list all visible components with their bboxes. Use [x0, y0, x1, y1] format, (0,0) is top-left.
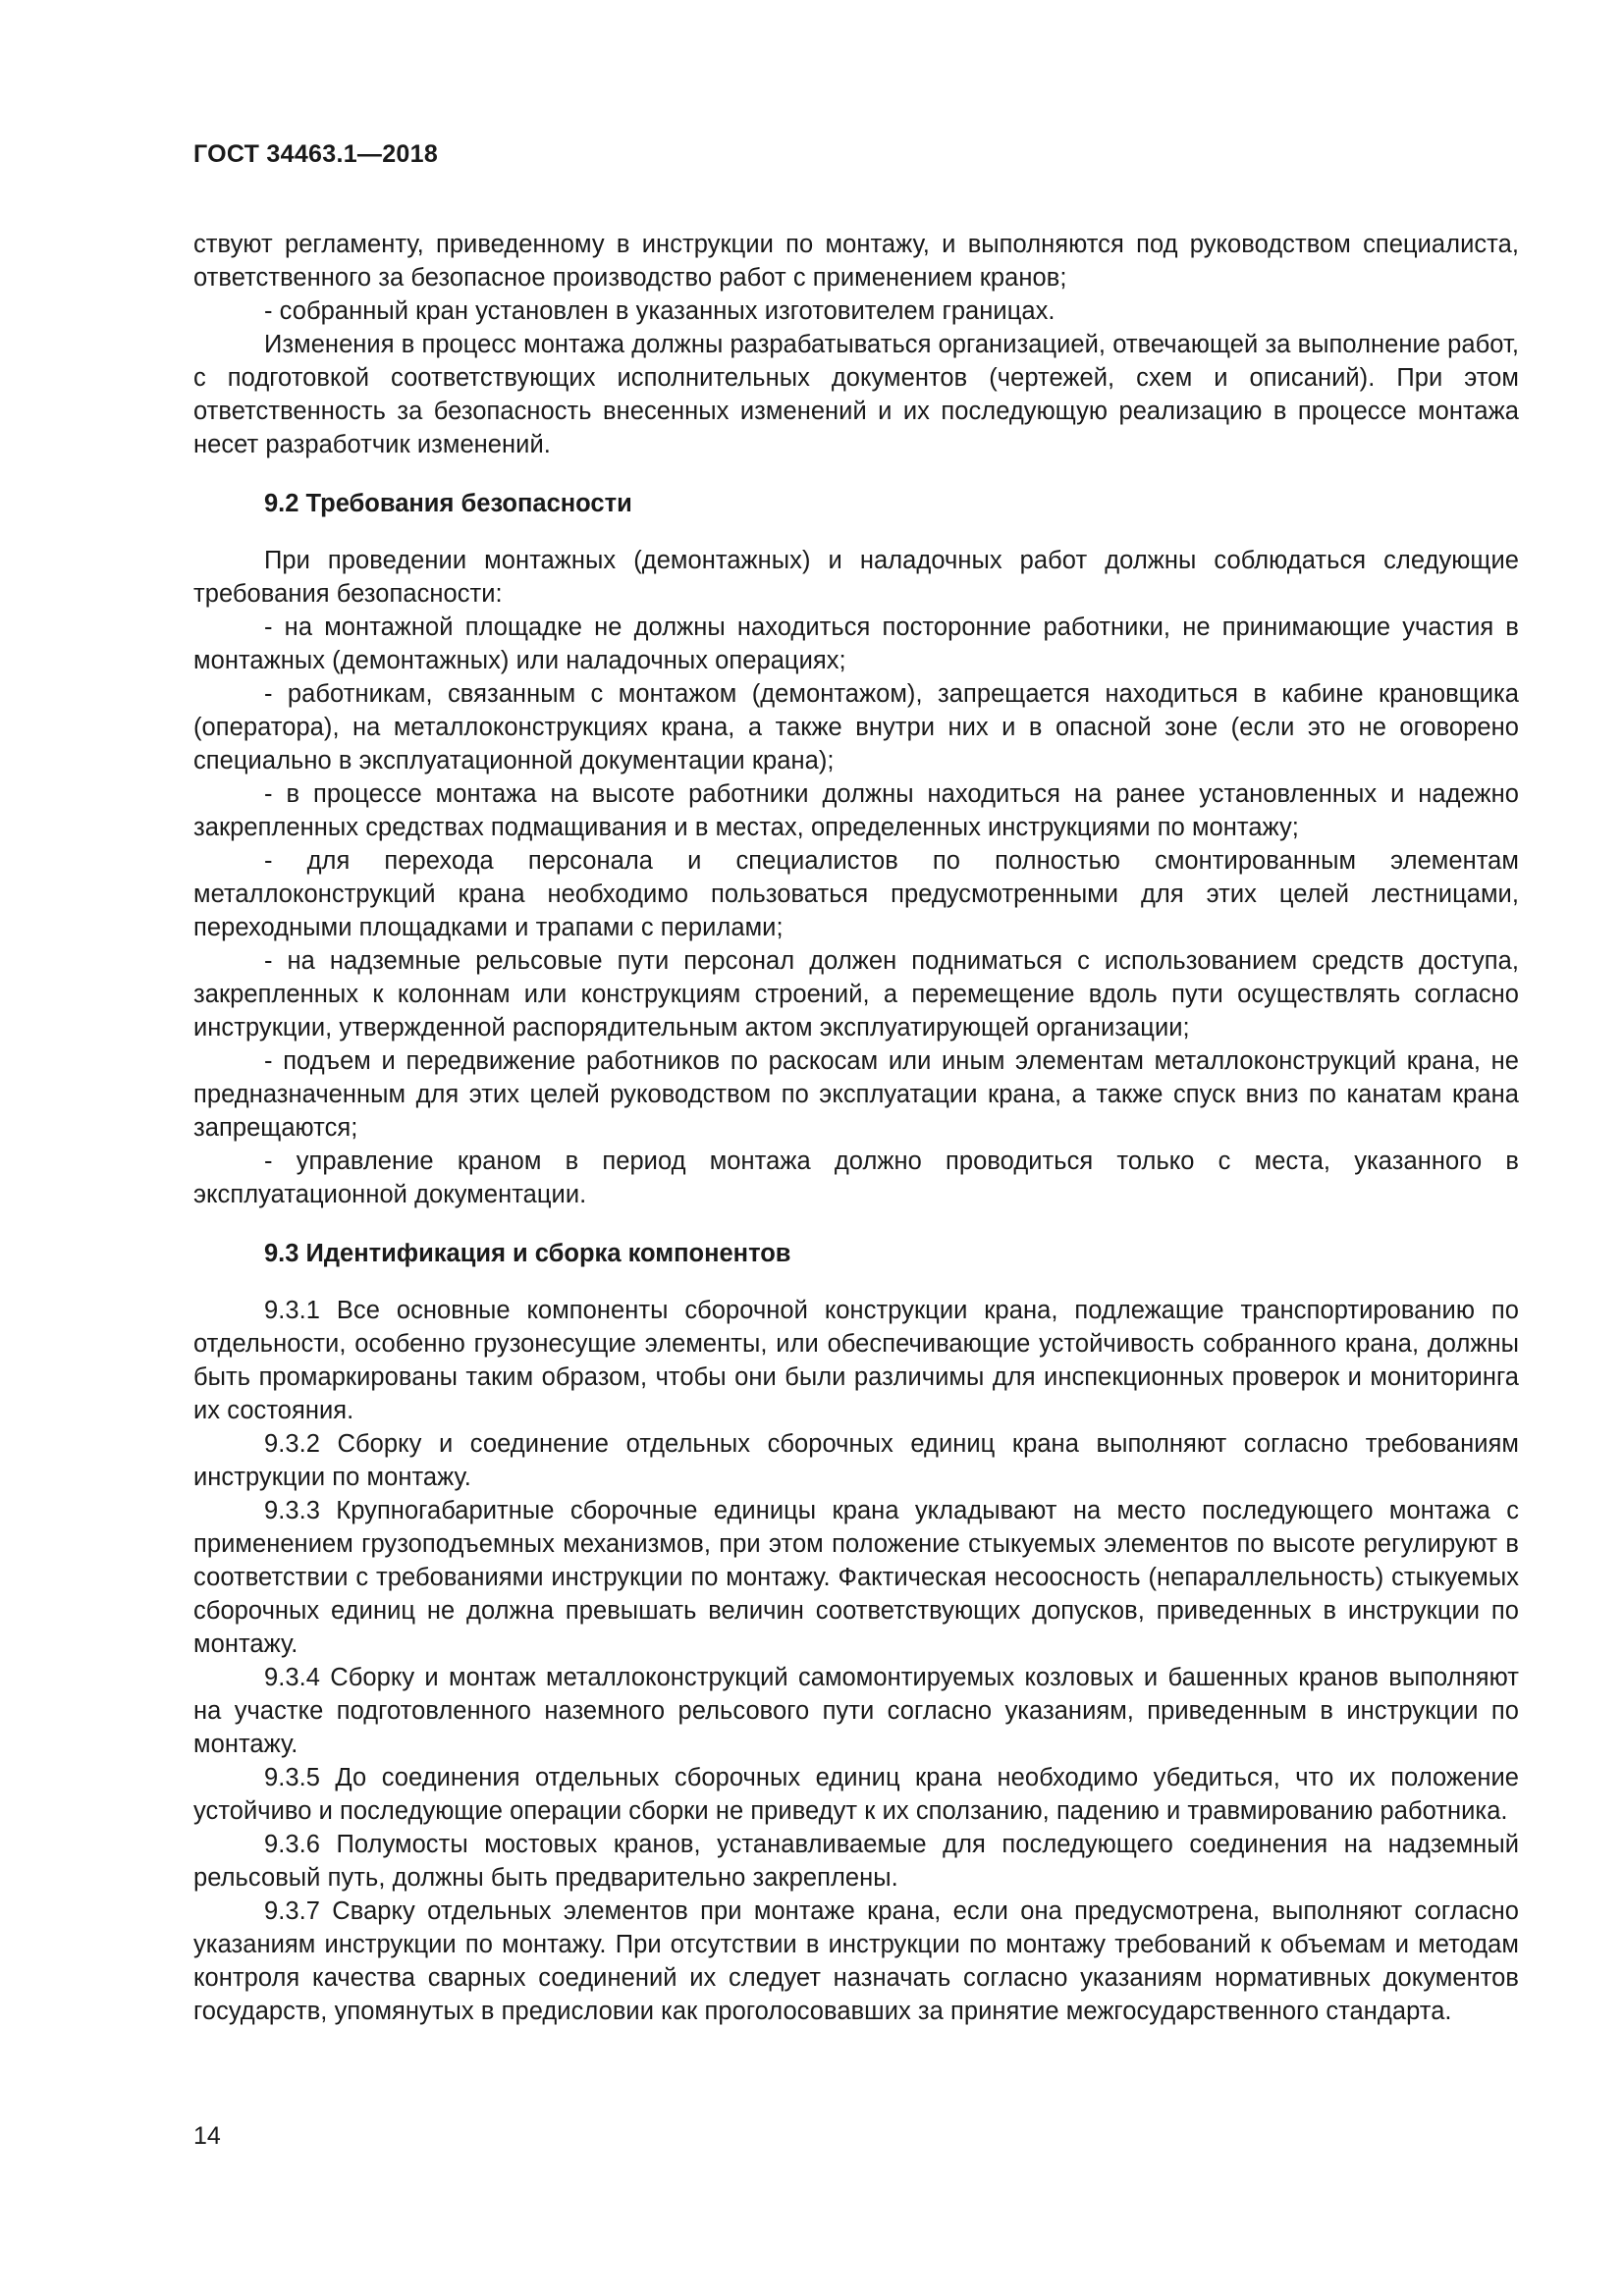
clause-9-3-6: 9.3.6 Полумосты мостовых кранов, устанавливаемые для последующего соединения на надземный рельсовый путь, должны быть предварительно закреплены.	[193, 1831, 1519, 1892]
list-item: - управление краном в период монтажа должно проводиться только с места, указанного в эксплуатационной документации.	[193, 1148, 1519, 1208]
section-heading: 9.2 Требования безопасности	[264, 490, 632, 517]
list-item: - работникам, связанным с монтажом (демонтажом), запрещается находиться в кабине крановщика (оператора), на металлоконструкциях крана, а также внутри них и в опасной зоне (если это не оговорено специально в эксплуатационной документации крана);	[193, 680, 1519, 774]
document-page	[193, 137, 1519, 2028]
list-item: - в процессе монтажа на высоте работники должны находиться на ранее установленных и надежно закрепленных средствах подмащивания и в местах, определенных инструкциями по монтажу;	[193, 780, 1519, 841]
intro-block	[193, 228, 1519, 461]
clause-9-3-1: 9.3.1 Все основные компоненты сборочной конструкции крана, подлежащие транспортированию по отдельности, особенно грузонесущие элементы, или обеспечивающие устойчивость собранного крана, должны быть промаркированы таким образом, чтобы они были различимы для инспекционных проверок и мониторинга их состояния.	[193, 1297, 1519, 1424]
clause-9-3-3: 9.3.3 Крупногабаритные сборочные единицы крана укладывают на место последующего монтажа с применением грузоподъемных механизмов, при этом положение стыкуемых элементов по высоте регулируют в соответствии с требованиями инструкции по монтажу. Фактическая несоосность (непараллельность) стыкуемых сборочных единиц не должна превышать величин соответствующих допусков, приведенных в инструкции по монтажу.	[193, 1497, 1519, 1658]
clause-9-3-7: 9.3.7 Сварку отдельных элементов при монтаже крана, если она предусмотрена, выполняют согласно указаниям инструкции по монтажу. При отсутствии в инструкции по монтажу требований к объемам и методам контроля качества сварных соединений их следует назначать согласно указаниям нормативных документов государств, упомянутых в предисловии как проголосовавших за принятие межгосударственного стандарта.	[193, 1897, 1519, 2025]
list-item: - на монтажной площадке не должны находиться посторонние работники, не принимающие участия в монтажных (демонтажных) или наладочных операциях;	[193, 614, 1519, 674]
clause-9-3-4: 9.3.4 Сборку и монтаж металлоконструкций самомонтируемых козловых и башенных кранов выполняют на участке подготовленного наземного рельсового пути согласно указаниям, приведенным в инструкции по монтажу.	[193, 1664, 1519, 1758]
paragraph: Изменения в процесс монтажа должны разрабатываться организацией, отвечающей за выполнение работ, с подготовкой соответствующих исполнительных документов (чертежей, схем и описаний). При этом ответственность за безопасность внесенных изменений и их последующую реализацию в процессе монтажа несет разработчик изменений.	[193, 331, 1519, 458]
page-number: 14	[193, 2122, 221, 2150]
section-heading: 9.3 Идентификация и сборка компонентов	[264, 1240, 791, 1267]
list-item: - на надземные рельсовые пути персонал должен подниматься с использованием средств доступа, закрепленных к колоннам или конструкциям строений, а перемещение вдоль пути осуществлять согласно инструкции, утвержденной распорядительным актом эксплуатирующей организации;	[193, 947, 1519, 1041]
clause-9-3-5: 9.3.5 До соединения отдельных сборочных единиц крана необходимо убедиться, что их положение устойчиво и последующие операции сборки не приведут к их сползанию, падению и травмированию работника.	[193, 1764, 1519, 1825]
section-9-3	[193, 1237, 1519, 2028]
list-item: - для перехода персонала и специалистов по полностью смонтированным элементам металлоконструкций крана необходимо пользоваться предусмотренными для этих целей лестницами, переходными площадками и трапами с перилами;	[193, 847, 1519, 941]
document-header: ГОСТ 34463.1—2018	[193, 140, 439, 168]
list-item: - собранный кран установлен в указанных изготовителем границах.	[264, 297, 1056, 325]
paragraph: ствуют регламенту, приведенному в инструкции по монтажу, и выполняются под руководством специалиста, ответственного за безопасное производство работ с применением кранов;	[193, 231, 1519, 292]
list-item: - подъем и передвижение работников по раскосам или иным элементам металлоконструкций крана, не предназначенным для этих целей руководством по эксплуатации крана, а также спуск вниз по канатам крана запрещаются;	[193, 1047, 1519, 1142]
section-9-2	[193, 487, 1519, 1211]
clause-9-3-2: 9.3.2 Сборку и соединение отдельных сборочных единиц крана выполняют согласно требованиям инструкции по монтажу.	[193, 1430, 1519, 1491]
paragraph: При проведении монтажных (демонтажных) и наладочных работ должны соблюдаться следующие требования безопасности:	[193, 547, 1519, 608]
